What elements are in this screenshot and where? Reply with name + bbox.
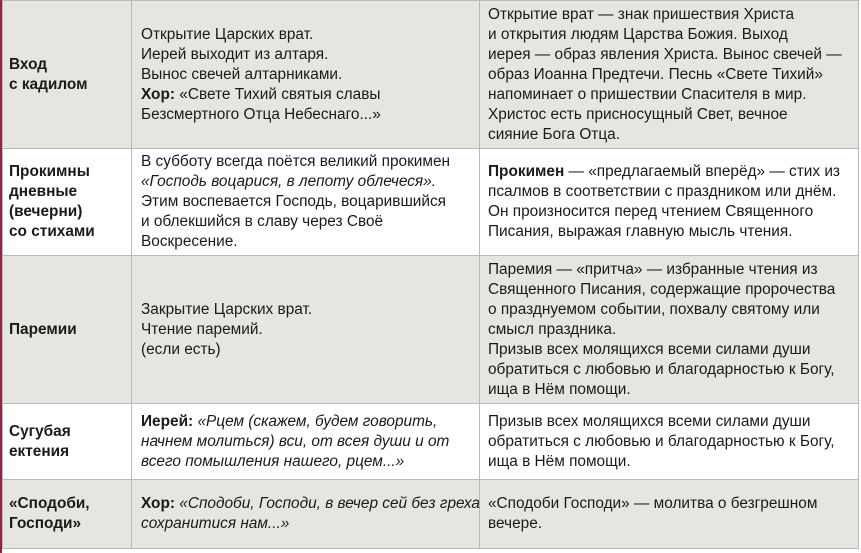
meaning-line: иерея — образ явления Христа. Вынос свечей — [488, 46, 842, 63]
title-line: со стихами [9, 223, 95, 240]
rite-line-segment: В субботу всегда поётся великий прокимен [141, 153, 451, 170]
rite-line-segment: Иерей выходит из алтаря. [141, 45, 329, 63]
rite-description [132, 480, 480, 549]
rite-line-segment: Воскресение. [141, 233, 238, 250]
meaning-line-segment: — «предлагаемый вперёд» — стих из [564, 163, 840, 180]
title-line: с кадилом [9, 75, 88, 93]
rite-line-segment: Этим воспевается Господь, воцарившийся [141, 193, 447, 210]
meaning-line: «Сподоби Господи» — молитва о безгрешном [488, 495, 818, 512]
meaning-line: Священного Писания, содержащие пророчества [488, 281, 836, 298]
rite-description [132, 404, 480, 480]
rite-line [141, 172, 471, 192]
rite-line-segment: начнем молиться) вси, от всея души и от [141, 432, 450, 450]
rite-description [132, 256, 480, 404]
rite-description [132, 1, 480, 149]
meaning-line [488, 202, 850, 222]
rite-line-segment: Открытие Царских врат. [141, 25, 314, 43]
rite-line-segment: «Господь воцарися, в лепоту облечеся». [141, 173, 436, 190]
table-row [3, 480, 859, 549]
rite-line-segment: «Рцем (скажем, будем говорить, [197, 412, 438, 430]
meaning-line: Паремия — «притча» — избранные чтения из [488, 261, 818, 278]
rite-line-segment: сохранитися нам...» [141, 515, 290, 532]
title-line: «Сподоби, [9, 495, 90, 512]
meaning-line: ища в Нём помощи. [488, 452, 631, 470]
rite-line [141, 212, 471, 232]
rite-line [141, 494, 480, 514]
meaning-line: сияние Бога Отца. [488, 126, 621, 143]
meaning-line: Призыв всех молящихся всеми силами души [488, 412, 811, 430]
rite-line-segment: и облекшийся в славу через Своё [141, 213, 384, 230]
rite-line [141, 340, 471, 360]
meaning-line: ища в Нём помощи. [488, 381, 631, 398]
rite-line [141, 45, 471, 65]
meaning-description [480, 404, 859, 480]
title-line: Прокимны [9, 163, 90, 180]
meaning-line: Христос есть присносущный Свет, вечное [488, 106, 788, 123]
meaning-line: обратиться с любовью и благодарностью к Богу, [488, 432, 835, 450]
rite-line-segment: Чтение паремий. [141, 320, 263, 338]
rite-line-segment: Иерей: [141, 412, 198, 430]
rite-line-segment: Безсмертного Отца Небеснаго...» [141, 105, 381, 123]
meaning-line-segment: Он произносится перед чтением Священного [488, 203, 814, 220]
rite-line [141, 85, 471, 105]
title-line: ектения [9, 442, 70, 460]
rite-line [141, 152, 471, 172]
meaning-line-segment: Прокимен [488, 163, 565, 180]
meaning-description [480, 256, 859, 404]
title-line: (вечерни) [9, 203, 83, 220]
rite-description [132, 149, 480, 256]
rite-line-segment: Хор: [141, 495, 180, 512]
title-line: Сугубая [9, 422, 71, 440]
service-part-title [3, 1, 132, 149]
rite-line [141, 514, 471, 534]
title-line: Господи» [9, 515, 82, 532]
rite-line [141, 320, 471, 340]
rite-line-segment: «Свете Тихий святыя славы [179, 85, 381, 103]
meaning-line: образ Иоанна Предтечи. Песнь «Свете Тихий» [488, 66, 823, 83]
rite-line-segment: Хор: [141, 85, 180, 103]
meaning-line: обратиться с любовью и благодарностью к Богу, [488, 361, 835, 378]
table-row [3, 1, 859, 149]
rite-line [141, 105, 471, 125]
rite-line [141, 192, 471, 212]
title-line: Вход [9, 55, 48, 73]
rite-line-segment: Вынос свечей алтарниками. [141, 65, 343, 83]
meaning-line [488, 162, 850, 182]
rite-line-segment: всего помышления нашего, рцем...» [141, 452, 405, 470]
meaning-description [480, 1, 859, 149]
meaning-line: напоминает о пришествии Спасителя в мир. [488, 86, 807, 103]
meaning-description [480, 149, 859, 256]
meaning-line-segment: Писания, выражая главную мысль чтения. [488, 223, 793, 240]
table-row [3, 256, 859, 404]
title-line: дневные [9, 183, 78, 200]
vespers-table [2, 0, 859, 549]
rite-line [141, 432, 471, 452]
rite-line [141, 25, 471, 45]
service-part-title [3, 256, 132, 404]
meaning-line: вечере. [488, 515, 543, 532]
meaning-line [488, 222, 850, 242]
meaning-line: о празднуемом событии, похвалу святому или [488, 301, 820, 318]
service-part-title [3, 480, 132, 549]
meaning-line: Открытие врат — знак пришествия Христа [488, 6, 795, 23]
title-line: Паремии [9, 320, 77, 338]
rite-line [141, 65, 471, 85]
meaning-line: смысл праздника. [488, 321, 617, 338]
meaning-line: и открытия людям Царства Божия. Выход [488, 26, 788, 43]
rite-line-segment: Закрытие Царских врат. [141, 300, 313, 318]
meaning-line-segment: псалмов в соответствии с праздником или днём. [488, 183, 837, 200]
table-row [3, 404, 859, 480]
rite-line [141, 300, 471, 320]
meaning-line [488, 182, 850, 202]
rite-line-segment: «Сподоби, Господи, в вечер сей без греха [179, 495, 480, 512]
rite-line [141, 232, 471, 252]
service-part-title [3, 404, 132, 480]
meaning-description [480, 480, 859, 549]
table-row [3, 149, 859, 256]
service-part-title [3, 149, 132, 256]
rite-line-segment: (если есть) [141, 340, 221, 358]
rite-line [141, 452, 471, 472]
meaning-line: Призыв всех молящихся всеми силами души [488, 341, 811, 358]
rite-line [141, 412, 471, 432]
